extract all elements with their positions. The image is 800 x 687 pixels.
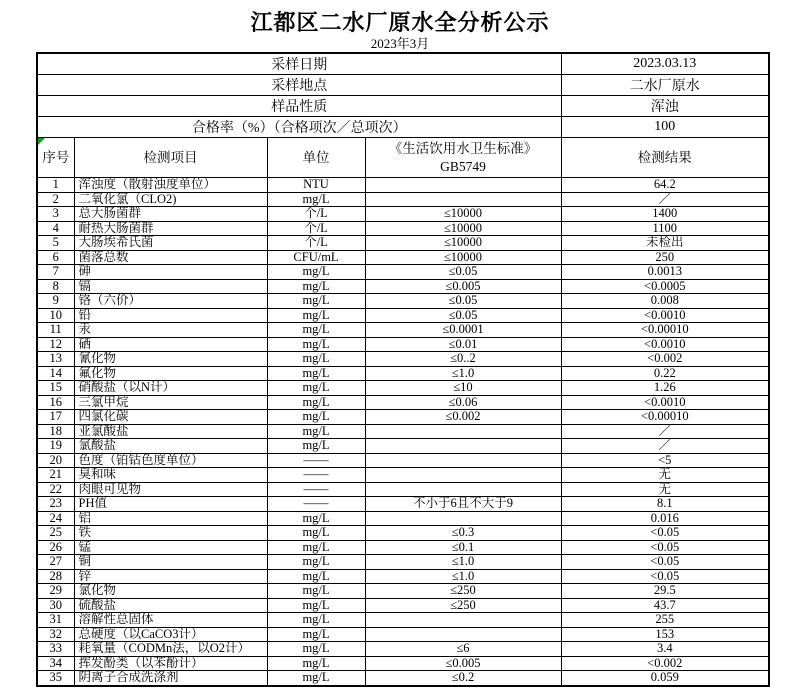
standard-limit — [365, 439, 561, 454]
result-value: ／ — [561, 439, 769, 454]
unit-value: mg/L — [267, 192, 365, 207]
table-row — [37, 439, 769, 454]
data-rows-section — [37, 178, 769, 686]
standard-limit: 不小于6且不大于9 — [365, 497, 561, 512]
item-name: 镉 — [74, 279, 267, 294]
unit-value: 个/L — [267, 236, 365, 251]
item-name: 耗氧量（CODMn法，以O2计） — [74, 642, 267, 657]
item-name: 砷 — [74, 265, 267, 280]
item-name: 菌落总数 — [74, 250, 267, 265]
table-row — [37, 555, 769, 570]
standard-limit: ≤1.0 — [365, 555, 561, 570]
table-row — [37, 366, 769, 381]
table-row — [37, 526, 769, 541]
unit-value: mg/L — [267, 584, 365, 599]
info-row-sampling-location — [37, 75, 769, 96]
unit-value: mg/L — [267, 381, 365, 396]
row-number: 30 — [37, 598, 74, 613]
standard-limit: ≤0.01 — [365, 337, 561, 352]
info-section — [37, 53, 769, 178]
table-row — [37, 279, 769, 294]
row-number: 9 — [37, 294, 74, 309]
standard-limit: ≤0..2 — [365, 352, 561, 367]
standard-limit: ≤10000 — [365, 250, 561, 265]
result-value: <0.0005 — [561, 279, 769, 294]
table-row — [37, 613, 769, 628]
result-value: <0.002 — [561, 352, 769, 367]
report-month: 2023年3月 — [370, 36, 430, 51]
table-row — [37, 410, 769, 425]
sampling-date-label: 采样日期 — [37, 53, 561, 75]
standard-limit: ≤10000 — [365, 207, 561, 222]
row-number: 32 — [37, 627, 74, 642]
table-row — [37, 250, 769, 265]
column-header-row — [37, 138, 769, 178]
row-number: 22 — [37, 482, 74, 497]
standard-limit: ≤0.3 — [365, 526, 561, 541]
unit-value: mg/L — [267, 526, 365, 541]
column-header-item: 检测项目 — [74, 138, 267, 178]
result-value: 29.5 — [561, 584, 769, 599]
row-number: 31 — [37, 613, 74, 628]
row-number: 11 — [37, 323, 74, 338]
item-name: 阴离子合成洗涤剂 — [74, 671, 267, 686]
table-row — [37, 192, 769, 207]
sample-nature-value: 浑浊 — [561, 96, 769, 117]
row-number: 25 — [37, 526, 74, 541]
unit-value: mg/L — [267, 642, 365, 657]
unit-value: mg/L — [267, 279, 365, 294]
column-header-no — [37, 138, 74, 178]
unit-value: mg/L — [267, 627, 365, 642]
table-row — [37, 308, 769, 323]
row-number: 8 — [37, 279, 74, 294]
table-row — [37, 207, 769, 222]
result-value: <0.05 — [561, 540, 769, 555]
unit-value: mg/L — [267, 569, 365, 584]
item-name: 四氯化碳 — [74, 410, 267, 425]
result-value: 0.22 — [561, 366, 769, 381]
result-value: 43.7 — [561, 598, 769, 613]
unit-value: —— — [267, 497, 365, 512]
unit-value: mg/L — [267, 555, 365, 570]
column-header-standard — [365, 138, 561, 178]
table-row — [37, 424, 769, 439]
item-name: PH值 — [74, 497, 267, 512]
row-number: 34 — [37, 656, 74, 671]
item-name: 硫酸盐 — [74, 598, 267, 613]
standard-limit: ≤10000 — [365, 221, 561, 236]
row-number: 3 — [37, 207, 74, 222]
result-value: <0.05 — [561, 569, 769, 584]
info-row-pass-rate — [37, 117, 769, 138]
standard-limit — [365, 178, 561, 193]
item-name: 二氧化氯（CLO2) — [74, 192, 267, 207]
table-row — [37, 656, 769, 671]
table-row — [37, 511, 769, 526]
row-number: 19 — [37, 439, 74, 454]
item-name: 大肠埃希氏菌 — [74, 236, 267, 251]
result-value: 1400 — [561, 207, 769, 222]
row-number: 6 — [37, 250, 74, 265]
row-number: 10 — [37, 308, 74, 323]
unit-value: mg/L — [267, 366, 365, 381]
item-name: 铜 — [74, 555, 267, 570]
info-row-sampling-date — [37, 53, 769, 75]
standard-limit — [365, 453, 561, 468]
result-value: 0.0013 — [561, 265, 769, 280]
item-name: 亚氯酸盐 — [74, 424, 267, 439]
column-header-unit: 单位 — [267, 138, 365, 178]
unit-value: mg/L — [267, 265, 365, 280]
table-row — [37, 265, 769, 280]
item-name: 锰 — [74, 540, 267, 555]
item-name: 色度（铂钴色度单位） — [74, 453, 267, 468]
unit-value: mg/L — [267, 424, 365, 439]
result-value: 8.1 — [561, 497, 769, 512]
row-number: 24 — [37, 511, 74, 526]
result-value: 1100 — [561, 221, 769, 236]
result-value: 0.059 — [561, 671, 769, 686]
result-value: <0.00010 — [561, 323, 769, 338]
row-number: 17 — [37, 410, 74, 425]
unit-value: mg/L — [267, 337, 365, 352]
standard-limit — [365, 627, 561, 642]
pass-rate-value: 100 — [561, 117, 769, 138]
item-name: 铁 — [74, 526, 267, 541]
table-row — [37, 453, 769, 468]
unit-value: NTU — [267, 178, 365, 193]
standard-code: GB5749 — [440, 158, 486, 174]
item-name: 臭和味 — [74, 468, 267, 483]
unit-value: —— — [267, 468, 365, 483]
item-name: 铝 — [74, 511, 267, 526]
unit-value: mg/L — [267, 671, 365, 686]
table-row — [37, 221, 769, 236]
standard-limit: ≤6 — [365, 642, 561, 657]
result-value: <0.002 — [561, 656, 769, 671]
unit-value: mg/L — [267, 613, 365, 628]
unit-value: CFU/mL — [267, 250, 365, 265]
row-number: 12 — [37, 337, 74, 352]
table-row — [37, 236, 769, 251]
result-value: 64.2 — [561, 178, 769, 193]
row-number: 1 — [37, 178, 74, 193]
table-row — [37, 352, 769, 367]
row-number: 28 — [37, 569, 74, 584]
result-value: 250 — [561, 250, 769, 265]
result-value: <0.05 — [561, 555, 769, 570]
result-value: <0.0010 — [561, 308, 769, 323]
item-name: 总硬度（以CaCO3计） — [74, 627, 267, 642]
item-name: 硒 — [74, 337, 267, 352]
result-value: 未检出 — [561, 236, 769, 251]
result-value: 3.4 — [561, 642, 769, 657]
row-number: 7 — [37, 265, 74, 280]
table-row — [37, 178, 769, 193]
result-value: 0.016 — [561, 511, 769, 526]
standard-limit — [365, 511, 561, 526]
row-number: 15 — [37, 381, 74, 396]
row-number: 14 — [37, 366, 74, 381]
column-header-no-label: 序号 — [42, 149, 70, 165]
row-number: 5 — [37, 236, 74, 251]
standard-limit — [365, 482, 561, 497]
row-number: 26 — [37, 540, 74, 555]
sampling-location-value: 二水厂原水 — [561, 75, 769, 96]
table-row — [37, 584, 769, 599]
standard-limit: ≤1.0 — [365, 366, 561, 381]
unit-value: mg/L — [267, 439, 365, 454]
standard-limit: ≤0.05 — [365, 294, 561, 309]
column-header-result: 检测结果 — [561, 138, 769, 178]
unit-value: mg/L — [267, 395, 365, 410]
item-name: 铅 — [74, 308, 267, 323]
excel-error-triangle-icon — [38, 138, 45, 145]
standard-limit: ≤10 — [365, 381, 561, 396]
standard-limit — [365, 424, 561, 439]
row-number: 2 — [37, 192, 74, 207]
table-row — [37, 642, 769, 657]
item-name: 总大肠菌群 — [74, 207, 267, 222]
row-number: 13 — [37, 352, 74, 367]
item-name: 铬（六价） — [74, 294, 267, 309]
unit-value: 个/L — [267, 221, 365, 236]
result-value: <0.05 — [561, 526, 769, 541]
result-value: 0.008 — [561, 294, 769, 309]
item-name: 氯化物 — [74, 584, 267, 599]
standard-limit: ≤0.1 — [365, 540, 561, 555]
row-number: 23 — [37, 497, 74, 512]
standard-limit — [365, 613, 561, 628]
result-value: <0.0010 — [561, 395, 769, 410]
sampling-date-value: 2023.03.13 — [561, 53, 769, 75]
sample-nature-label: 样品性质 — [37, 96, 561, 117]
row-number: 18 — [37, 424, 74, 439]
row-number: 21 — [37, 468, 74, 483]
table-row — [37, 671, 769, 686]
standard-title: 《生活饮用水卫生标准》 — [388, 140, 538, 156]
pass-rate-label: 合格率（%）（合格项次／总项次） — [37, 117, 561, 138]
row-number: 16 — [37, 395, 74, 410]
row-number: 33 — [37, 642, 74, 657]
table-row — [37, 598, 769, 613]
unit-value: —— — [267, 453, 365, 468]
result-value: <5 — [561, 453, 769, 468]
item-name: 溶解性总固体 — [74, 613, 267, 628]
result-value: <0.00010 — [561, 410, 769, 425]
standard-limit: ≤0.005 — [365, 279, 561, 294]
item-name: 氟化物 — [74, 366, 267, 381]
unit-value: mg/L — [267, 511, 365, 526]
unit-value: mg/L — [267, 598, 365, 613]
row-number: 4 — [37, 221, 74, 236]
item-name: 氰化物 — [74, 352, 267, 367]
table-row — [37, 627, 769, 642]
standard-limit: ≤1.0 — [365, 569, 561, 584]
table-row — [37, 395, 769, 410]
unit-value: mg/L — [267, 352, 365, 367]
table-row — [37, 468, 769, 483]
result-value: ／ — [561, 192, 769, 207]
unit-value: mg/L — [267, 323, 365, 338]
row-number: 27 — [37, 555, 74, 570]
unit-value: mg/L — [267, 656, 365, 671]
unit-value: —— — [267, 482, 365, 497]
standard-limit: ≤10000 — [365, 236, 561, 251]
item-name: 耐热大肠菌群 — [74, 221, 267, 236]
item-name: 挥发酚类（以苯酚计） — [74, 656, 267, 671]
table-row — [37, 323, 769, 338]
info-row-sample-nature — [37, 96, 769, 117]
standard-limit: ≤0.0001 — [365, 323, 561, 338]
unit-value: mg/L — [267, 540, 365, 555]
analysis-table — [36, 52, 770, 687]
item-name: 氯酸盐 — [74, 439, 267, 454]
standard-limit — [365, 192, 561, 207]
sampling-location-label: 采样地点 — [37, 75, 561, 96]
table-row — [37, 540, 769, 555]
table-row — [37, 294, 769, 309]
standard-limit: ≤250 — [365, 598, 561, 613]
unit-value: mg/L — [267, 410, 365, 425]
standard-limit: ≤0.2 — [365, 671, 561, 686]
item-name: 汞 — [74, 323, 267, 338]
table-row — [37, 381, 769, 396]
result-value: 1.26 — [561, 381, 769, 396]
standard-limit: ≤250 — [365, 584, 561, 599]
standard-limit: ≤0.002 — [365, 410, 561, 425]
result-value: 无 — [561, 482, 769, 497]
standard-limit: ≤0.05 — [365, 265, 561, 280]
row-number: 20 — [37, 453, 74, 468]
result-value: 无 — [561, 468, 769, 483]
standard-limit: ≤0.005 — [365, 656, 561, 671]
result-value: 255 — [561, 613, 769, 628]
standard-limit: ≤0.05 — [365, 308, 561, 323]
result-value: <0.0010 — [561, 337, 769, 352]
standard-limit: ≤0.06 — [365, 395, 561, 410]
table-row — [37, 337, 769, 352]
item-name: 三氯甲烷 — [74, 395, 267, 410]
row-number: 29 — [37, 584, 74, 599]
item-name: 浑浊度（散射浊度单位） — [74, 178, 267, 193]
item-name: 锌 — [74, 569, 267, 584]
table-row — [37, 482, 769, 497]
table-row — [37, 497, 769, 512]
unit-value: 个/L — [267, 207, 365, 222]
unit-value: mg/L — [267, 308, 365, 323]
item-name: 肉眼可见物 — [74, 482, 267, 497]
result-value: ／ — [561, 424, 769, 439]
row-number: 35 — [37, 671, 74, 686]
table-row — [37, 569, 769, 584]
item-name: 硝酸盐（以N计） — [74, 381, 267, 396]
unit-value: mg/L — [267, 294, 365, 309]
page-title: 江都区二水厂原水全分析公示 — [250, 10, 550, 35]
result-value: 153 — [561, 627, 769, 642]
standard-limit — [365, 468, 561, 483]
